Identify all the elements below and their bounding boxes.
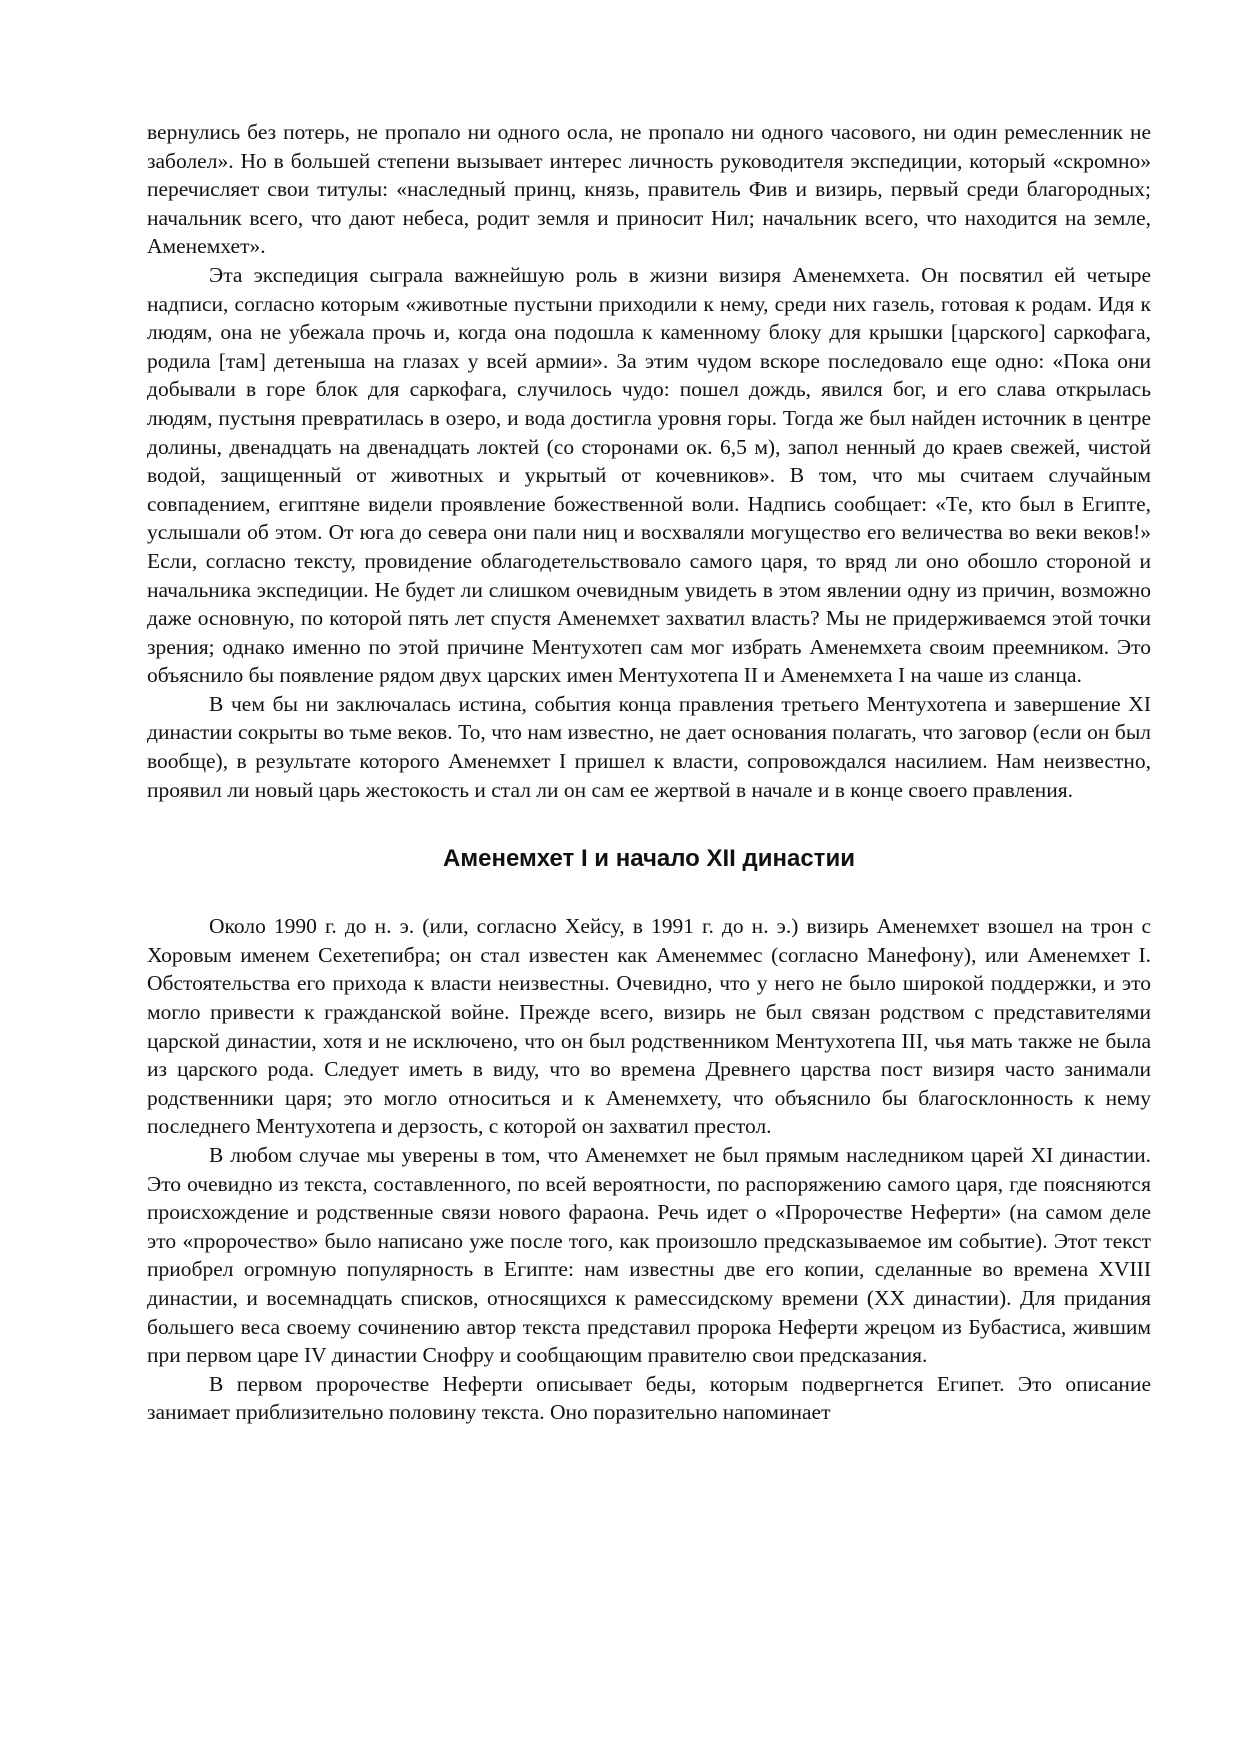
paragraph: В первом пророчестве Неферти описывает беды, которым подвергнется Египет. Это описание занимает приблизительно половину текста. Оно поразительно напоминает — [147, 1371, 1151, 1425]
paragraph: вернулись без потерь, не пропало ни одного осла, не пропало ни одного часового, ни один ремесленник не заболел». Но в большей степени вызывает интерес личность руководителя экспедиции, который «скромно» перечисляет свои титулы: «наследный принц, князь, правитель Фив и визирь, первый среди благородных; начальник всего, что дают небеса, родит земля и приносит Нил; начальник всего, что находится на земле, Аменемхет». — [147, 120, 1151, 259]
document-page — [147, 118, 1151, 1427]
paragraph: В чем бы ни заключалась истина, события конца правления третьего Ментухотепа и завершение XI династии сокрыты во тьме веков. То, что нам известно, не дает основания полагать, что заговор (если он был вообще), в результате которого Аменемхет I пришел к власти, сопровождался насилием. Нам неизвестно, проявил ли новый царь жестокость и стал ли он сам ее жертвой в начале и в конце своего правления. — [147, 691, 1151, 802]
paragraph: Около 1990 г. до н. э. (или, согласно Хейсу, в 1991 г. до н. э.) визирь Аменемхет взошел на трон с Хоровым именем Сехетепибра; он стал известен как Аменеммес (согласно Манефону), или Аменемхет I. Обстоятельства его прихода к власти неизвестны. Очевидно, что у него не было широкой поддержки, и это могло привести к гражданской войне. Прежде всего, визирь не был связан родством с представителями царской династии, хотя и не исключено, что он был родственником Ментухотепа III, чья мать также не была из царского рода. Следует иметь в виду, что во времена Древнего царства пост визиря часто занимали родственники царя; это могло относиться и к Аменемхету, что объяснило бы благосклонность к нему последнего Ментухотепа и дерзость, с которой он захватил престол. — [147, 914, 1151, 1139]
section-heading: Аменемхет I и начало XII династии — [443, 845, 855, 873]
paragraph: Эта экспедиция сыграла важнейшую роль в жизни визиря Аменемхета. Он посвятил ей четыре надписи, согласно которым «животные пустыни приходили к нему, среди них газель, готовая к родам. Идя к людям, она не убежала прочь и, когда она подошла к каменному блоку для крышки [царского] саркофага, родила [там] детеныша на глазах у всей армии». За этим чудом вскоре последовало еще одно: «Пока они добывали в горе блок для саркофага, случилось чудо: пошел дождь, явился бог, и его слава открылась людям, пустыня превратилась в озеро, и вода достигла уровня горы. Тогда же был найден источник в центре долины, двенадцать на двенадцать локтей (со сторонами ок. 6,5 м), запол ненный до краев свежей, чистой водой, защищенный от животных и укрытый от кочевников». В том, что мы считаем случайным совпадением, египтяне видели проявление божественной воли. Надпись сообщает: «Те, кто был в Египте, услышали об этом. От юга до севера они пали ниц и восхваляли могущество его величества во веки веков!» Если, согласно тексту, провидение облагодетельствовало самого царя, то вряд ли оно обошло стороной и начальника экспедиции. Не будет ли слишком очевидным увидеть в этом явлении одну из причин, возможно даже основную, по которой пять лет спустя Аменемхет захватил власть? Мы не придерживаемся этой точки зрения; однако именно по этой причине Ментухотеп сам мог избрать Аменемхета своим преемником. Это объяснило бы появление рядом двух царских имен Ментухотепа II и Аменемхета I на чаше из сланца. — [147, 262, 1151, 688]
paragraph: В любом случае мы уверены в том, что Аменемхет не был прямым наследником царей XI династии. Это очевидно из текста, составленного, по всей вероятности, по распоряжению самого царя, где поясняются происхождение и родственные связи нового фараона. Речь идет о «Пророчестве Неферти» (на самом деле это «пророчество» было написано уже после того, как произошло предсказываемое им событие). Этот текст приобрел огромную популярность в Египте: нам известны две его копии, сделанные во времена XVIII династии, и восемнадцать списков, относящихся к рамессидскому времени (XX династии). Для придания большего веса своему сочинению автор текста представил пророка Неферти жрецом из Бубастиса, жившим при первом царе IV династии Снофру и сообщающим правителю свои предсказания. — [147, 1143, 1151, 1368]
